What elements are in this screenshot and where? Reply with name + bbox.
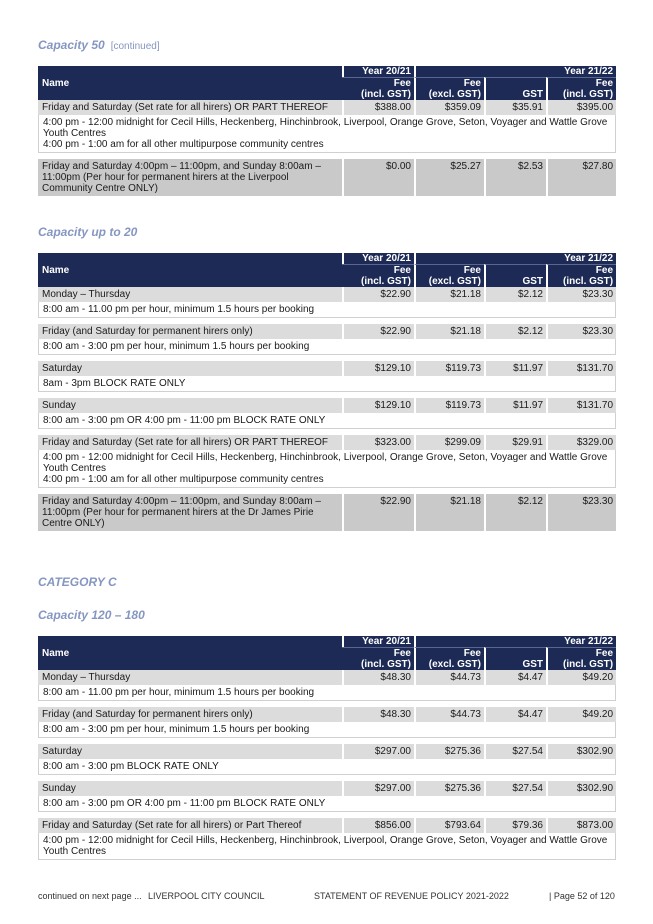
fee-description [38, 833, 616, 860]
fee-description-row [38, 722, 616, 738]
fee-description-row [38, 833, 616, 860]
fee-incl-2021: $48.30 [342, 707, 414, 722]
fee-excl-2122: $359.09 [414, 100, 484, 115]
footer-continued: continued on next page ... [38, 891, 142, 901]
header-year-b: Year 21/22 [414, 253, 616, 264]
description-line: 8:00 am - 3:00 pm OR 4:00 pm - 11:00 pm BLOCK RATE ONLY [43, 415, 326, 426]
fee-row [38, 398, 616, 413]
section-title: Capacity 50 [continued] [38, 38, 160, 52]
fee-description-row [38, 759, 616, 775]
fee-name: Friday (and Saturday for permanent hirers only) [38, 707, 342, 722]
fee-name: Monday – Thursday [38, 287, 342, 302]
fee-row [38, 670, 616, 685]
fee-excl-2122: $21.18 [414, 324, 484, 339]
section-capacity-120-180 [38, 608, 616, 622]
fee-incl-2122: $329.00 [546, 435, 616, 450]
category-title: CATEGORY C [38, 575, 117, 589]
fee-excl-2122: $275.36 [414, 781, 484, 796]
fee-name: Friday and Saturday (Set rate for all hirers) OR PART THEREOF [38, 435, 342, 450]
fee-description [38, 376, 616, 392]
fee-description-row [38, 413, 616, 429]
header-fee-incl: Fee (incl. GST) [342, 647, 414, 670]
fee-excl-2122: $44.73 [414, 670, 484, 685]
fee-incl-2122: $23.30 [546, 287, 616, 302]
fee-description [38, 685, 616, 701]
fee-incl-2122: $395.00 [546, 100, 616, 115]
fee-incl-2021: $297.00 [342, 744, 414, 759]
description-line: 8:00 am - 11.00 pm per hour, minimum 1.5 hours per booking [43, 304, 315, 315]
fee-description [38, 450, 616, 488]
fee-incl-2122: $302.90 [546, 781, 616, 796]
gst-2122: $27.54 [484, 744, 546, 759]
fee-incl-2122: $23.30 [546, 324, 616, 339]
gst-2122: $79.36 [484, 818, 546, 833]
fee-name: Monday – Thursday [38, 670, 342, 685]
fees-table [38, 636, 616, 860]
fee-name: Friday and Saturday (Set rate for all hirers) or Part Thereof [38, 818, 342, 833]
header-fee-excl: Fee (excl. GST) [414, 77, 484, 100]
fee-description [38, 115, 616, 153]
fee-description [38, 796, 616, 812]
fee-name: Friday and Saturday (Set rate for all hirers) OR PART THEREOF [38, 100, 342, 115]
fee-incl-2122: $49.20 [546, 670, 616, 685]
header-fee-new: Fee (incl. GST) [546, 647, 616, 670]
header-fee-excl: Fee (excl. GST) [414, 264, 484, 287]
fee-description-row [38, 685, 616, 701]
description-line: 8:00 am - 3:00 pm per hour, minimum 1.5 hours per booking [43, 341, 310, 352]
fee-incl-2021: $856.00 [342, 818, 414, 833]
footer-doc-title: STATEMENT OF REVENUE POLICY 2021-2022 [314, 891, 509, 901]
fee-name: Saturday [38, 744, 342, 759]
section-subtitle: [continued] [110, 41, 160, 52]
fee-incl-2021: $129.10 [342, 398, 414, 413]
gst-2122: $4.47 [484, 670, 546, 685]
fee-description-row [38, 339, 616, 355]
fee-row [38, 435, 616, 450]
fee-incl-2021: $22.90 [342, 324, 414, 339]
header-fee-incl: Fee (incl. GST) [342, 264, 414, 287]
fee-incl-2021: $323.00 [342, 435, 414, 450]
fee-incl-2122: $873.00 [546, 818, 616, 833]
fee-name: Sunday [38, 398, 342, 413]
fee-incl-2122: $49.20 [546, 707, 616, 722]
header-name: Name [38, 636, 342, 670]
description-line: 8:00 am - 3:00 pm per hour, minimum 1.5 hours per booking [43, 724, 310, 735]
section-title: Capacity up to 20 [38, 225, 138, 239]
header-name: Name [38, 66, 342, 100]
fee-excl-2122: $119.73 [414, 398, 484, 413]
header-fee-new: Fee (incl. GST) [546, 77, 616, 100]
fee-incl-2021: $0.00 [342, 159, 414, 196]
footer-org: LIVERPOOL CITY COUNCIL [148, 891, 265, 901]
fee-description [38, 722, 616, 738]
fee-description-row [38, 796, 616, 812]
fee-description [38, 339, 616, 355]
header-fee-new: Fee (incl. GST) [546, 264, 616, 287]
gst-2122: $2.12 [484, 324, 546, 339]
header-year-a: Year 20/21 [342, 636, 414, 647]
fee-excl-2122: $44.73 [414, 707, 484, 722]
header-gst: GST [484, 647, 546, 670]
fee-description-row [38, 115, 616, 153]
description-line: 8am - 3pm BLOCK RATE ONLY [43, 378, 186, 389]
header-year-b: Year 21/22 [414, 66, 616, 77]
fee-table [38, 66, 616, 196]
description-line: 4:00 pm - 1:00 am for all other multipurpose community centres [43, 139, 324, 150]
fee-excl-2122: $119.73 [414, 361, 484, 376]
header-fee-incl: Fee (incl. GST) [342, 77, 414, 100]
section-capacity-20 [38, 225, 616, 239]
fee-excl-2122: $299.09 [414, 435, 484, 450]
category-heading [38, 575, 616, 589]
fee-name: Friday and Saturday 4:00pm – 11:00pm, and Sunday 8:00am – 11:00pm (Per hour for permanent hirers at the Dr James Pirie Centre ONLY) [38, 494, 342, 531]
fee-incl-2122: $302.90 [546, 744, 616, 759]
fee-row [38, 324, 616, 339]
fee-incl-2021: $129.10 [342, 361, 414, 376]
gst-2122: $27.54 [484, 781, 546, 796]
header-year-a: Year 20/21 [342, 253, 414, 264]
section-title: Capacity 120 – 180 [38, 608, 145, 622]
header-row-year [38, 66, 616, 77]
header-row-year [38, 253, 616, 264]
header-row-year [38, 636, 616, 647]
fee-row [38, 818, 616, 833]
fee-row [38, 159, 616, 196]
fees-table [38, 253, 616, 531]
fee-row [38, 707, 616, 722]
description-line: 8:00 am - 3:00 pm OR 4:00 pm - 11:00 pm BLOCK RATE ONLY [43, 798, 326, 809]
section-capacity-50 [38, 38, 616, 52]
gst-2122: $2.53 [484, 159, 546, 196]
fee-row [38, 781, 616, 796]
description-line: 8:00 am - 11.00 pm per hour, minimum 1.5 hours per booking [43, 687, 315, 698]
fee-name: Friday (and Saturday for permanent hirers only) [38, 324, 342, 339]
gst-2122: $2.12 [484, 494, 546, 531]
description-line: 4:00 pm - 12:00 midnight for Cecil Hills, Heckenberg, Hinchinbrook, Liverpool, Orange Grove, Seton, Voyager and Wattle Grove Youth Centres [43, 452, 608, 474]
fee-excl-2122: $793.64 [414, 818, 484, 833]
fee-incl-2021: $297.00 [342, 781, 414, 796]
fee-incl-2021: $22.90 [342, 494, 414, 531]
header-gst: GST [484, 77, 546, 100]
header-year-b: Year 21/22 [414, 636, 616, 647]
fee-incl-2021: $22.90 [342, 287, 414, 302]
gst-2122: $35.91 [484, 100, 546, 115]
fee-incl-2021: $48.30 [342, 670, 414, 685]
fee-row [38, 361, 616, 376]
fee-excl-2122: $21.18 [414, 287, 484, 302]
fee-description [38, 759, 616, 775]
header-year-a: Year 20/21 [342, 66, 414, 77]
fee-description-row [38, 302, 616, 318]
fee-description [38, 302, 616, 318]
header-fee-excl: Fee (excl. GST) [414, 647, 484, 670]
gst-2122: $29.91 [484, 435, 546, 450]
fee-name: Friday and Saturday 4:00pm – 11:00pm, and Sunday 8:00am – 11:00pm (Per hour for permanent hirers at the Liverpool Community Centre ONLY) [38, 159, 342, 196]
gst-2122: $11.97 [484, 361, 546, 376]
description-line: 4:00 pm - 1:00 am for all other multipurpose community centres [43, 474, 324, 485]
description-line: 8:00 am - 3:00 pm BLOCK RATE ONLY [43, 761, 219, 772]
fee-name: Sunday [38, 781, 342, 796]
gst-2122: $2.12 [484, 287, 546, 302]
fee-description [38, 413, 616, 429]
fee-table [38, 253, 616, 531]
fee-excl-2122: $25.27 [414, 159, 484, 196]
fee-row [38, 744, 616, 759]
fee-row [38, 287, 616, 302]
fee-excl-2122: $21.18 [414, 494, 484, 531]
fee-description-row [38, 376, 616, 392]
fee-row [38, 100, 616, 115]
header-gst: GST [484, 264, 546, 287]
description-line: 4:00 pm - 12:00 midnight for Cecil Hills, Heckenberg, Hinchinbrook, Liverpool, Orange Grove, Seton, Voyager and Wattle Grove Youth Centres [43, 835, 608, 857]
fee-row [38, 494, 616, 531]
fee-incl-2021: $388.00 [342, 100, 414, 115]
fees-table [38, 66, 616, 196]
header-name: Name [38, 253, 342, 287]
fee-incl-2122: $131.70 [546, 398, 616, 413]
fee-table [38, 636, 616, 860]
fee-name: Saturday [38, 361, 342, 376]
description-line: 4:00 pm - 12:00 midnight for Cecil Hills, Heckenberg, Hinchinbrook, Liverpool, Orange Grove, Seton, Voyager and Wattle Grove Youth Centres [43, 117, 608, 139]
gst-2122: $11.97 [484, 398, 546, 413]
fee-incl-2122: $23.30 [546, 494, 616, 531]
gst-2122: $4.47 [484, 707, 546, 722]
fee-excl-2122: $275.36 [414, 744, 484, 759]
fee-incl-2122: $131.70 [546, 361, 616, 376]
footer-page-number: | Page 52 of 120 [549, 891, 615, 901]
fee-incl-2122: $27.80 [546, 159, 616, 196]
fee-description-row [38, 450, 616, 488]
